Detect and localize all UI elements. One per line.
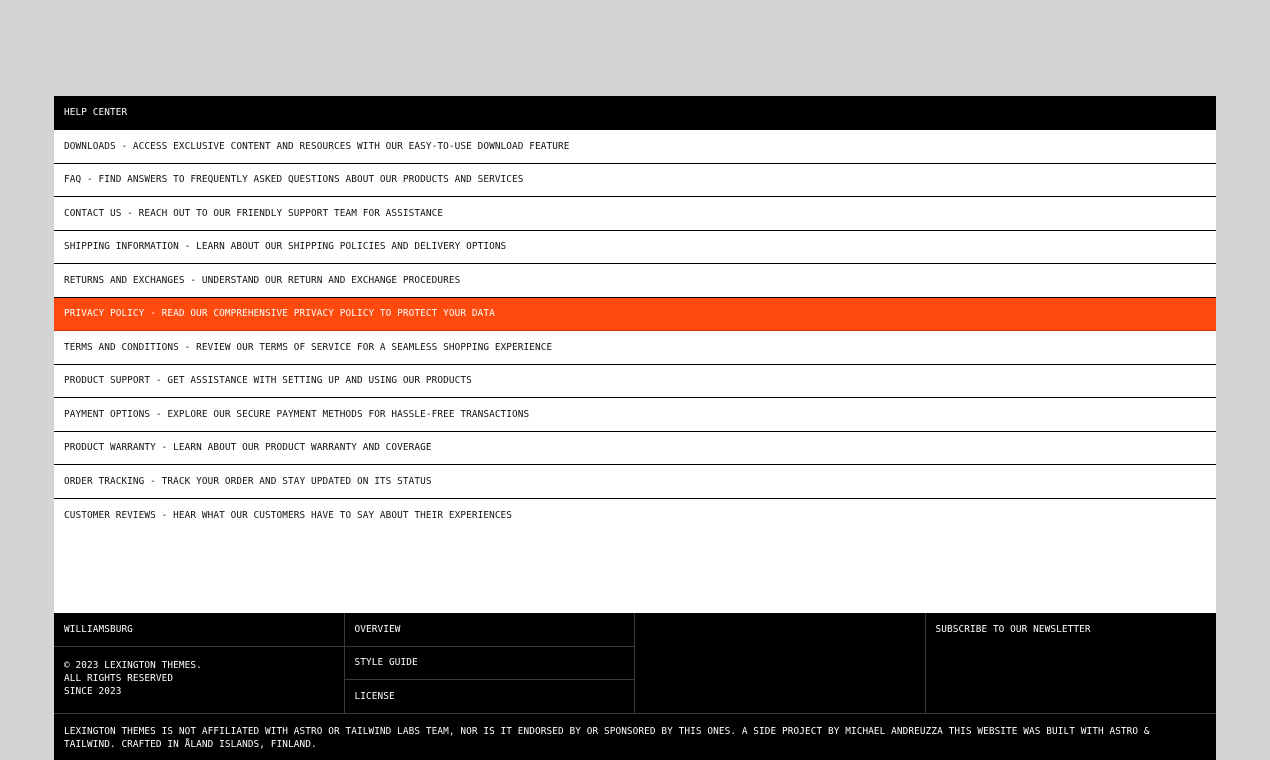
footer-col-empty — [635, 613, 926, 713]
help-item-faq[interactable]: FAQ - FIND ANSWERS TO FREQUENTLY ASKED QUESTIONS ABOUT OUR PRODUCTS AND SERVICES — [54, 164, 1216, 198]
help-item-terms-and-conditions[interactable]: TERMS AND CONDITIONS - REVIEW OUR TERMS OF SERVICE FOR A SEAMLESS SHOPPING EXPERIENCE — [54, 331, 1216, 365]
footer-link-overview[interactable]: OVERVIEW — [345, 613, 635, 647]
footer-col-links — [345, 613, 636, 713]
help-item-customer-reviews[interactable]: CUSTOMER REVIEWS - HEAR WHAT OUR CUSTOMERS HAVE TO SAY ABOUT THEIR EXPERIENCES — [64, 509, 513, 521]
help-item-product-warranty[interactable]: PRODUCT WARRANTY - LEARN ABOUT OUR PRODUCT WARRANTY AND COVERAGE — [54, 432, 1216, 466]
footer-copyright — [54, 647, 344, 698]
copyright-line: SINCE 2023 — [64, 685, 122, 697]
footer-link-style-guide[interactable]: STYLE GUIDE — [345, 647, 635, 681]
help-item-returns-and-exchanges[interactable]: RETURNS AND EXCHANGES - UNDERSTAND OUR RETURN AND EXCHANGE PROCEDURES — [54, 264, 1216, 298]
footer-brand[interactable] — [54, 613, 344, 647]
footer-col-brand — [54, 613, 345, 713]
footer-link-license[interactable]: LICENSE — [354, 691, 395, 703]
newsletter-label: SUBSCRIBE TO OUR NEWSLETTER — [935, 624, 1091, 636]
footer-grid — [54, 613, 1216, 714]
help-item-privacy-policy[interactable]: PRIVACY POLICY - READ OUR COMPREHENSIVE PRIVACY POLICY TO PROTECT YOUR DATA — [54, 298, 1216, 332]
footer-disclaimer: LEXINGTON THEMES IS NOT AFFILIATED WITH ASTRO OR TAILWIND LABS TEAM, NOR IS IT ENDORSED BY OR SPONSORED BY THIS ONES. A SIDE PROJECT BY MICHAEL ANDREUZZA THIS WEBSITE WAS BUILT WITH ASTRO & TAILWIND. CRAFTED IN ÅLAND ISLANDS, FINLAND. — [64, 726, 1150, 750]
help-center-panel — [54, 96, 1216, 760]
help-center-title: HELP CENTER — [64, 107, 128, 118]
help-topics-list — [54, 130, 1216, 532]
newsletter-title — [926, 613, 1217, 647]
help-item-product-support[interactable]: PRODUCT SUPPORT - GET ASSISTANCE WITH SETTING UP AND USING OUR PRODUCTS — [54, 365, 1216, 399]
help-center-header — [54, 96, 1216, 130]
help-item-order-tracking[interactable]: ORDER TRACKING - TRACK YOUR ORDER AND STAY UPDATED ON ITS STATUS — [54, 465, 1216, 499]
copyright-line: ALL RIGHTS RESERVED — [64, 672, 174, 684]
help-item-downloads[interactable]: DOWNLOADS - ACCESS EXCLUSIVE CONTENT AND RESOURCES WITH OUR EASY-TO-USE DOWNLOAD FEATURE — [54, 130, 1216, 164]
site-footer — [54, 613, 1216, 760]
copyright-line: © 2023 LEXINGTON THEMES. — [64, 659, 202, 671]
help-item-contact-us[interactable]: CONTACT US - REACH OUT TO OUR FRIENDLY SUPPORT TEAM FOR ASSISTANCE — [54, 197, 1216, 231]
footer-brand-label: WILLIAMSBURG — [64, 623, 133, 635]
help-item-payment-options[interactable]: PAYMENT OPTIONS - EXPLORE OUR SECURE PAYMENT METHODS FOR HASSLE-FREE TRANSACTIONS — [54, 398, 1216, 432]
help-item-shipping-information[interactable]: SHIPPING INFORMATION - LEARN ABOUT OUR SHIPPING POLICIES AND DELIVERY OPTIONS — [54, 231, 1216, 265]
footer-col-newsletter — [926, 613, 1217, 713]
